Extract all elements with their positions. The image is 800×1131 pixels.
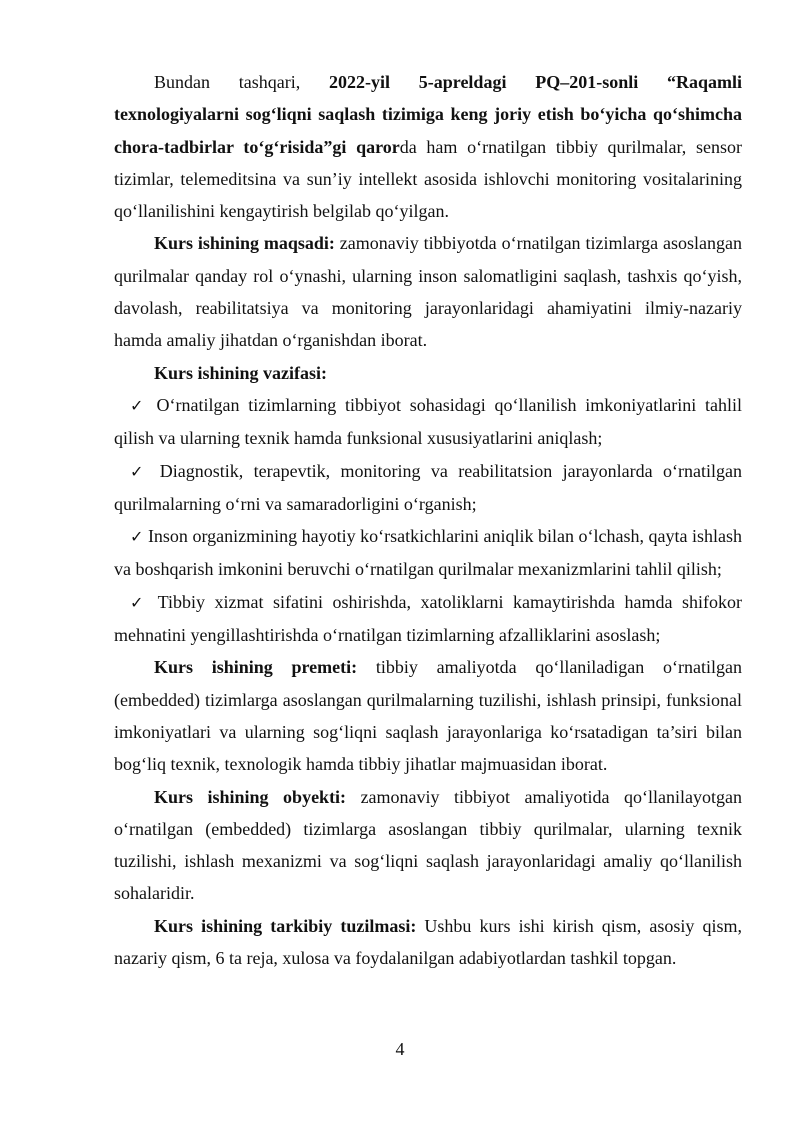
section-heading-tasks: Kurs ishining vazifasi: [154, 362, 328, 383]
paragraph-structure [114, 910, 742, 975]
task-item-text: Tibbiy xizmat sifatini oshirishda, xatoliklarni kamaytirishda hamda shifokor mehnatini yengillashtirishda o‘rnatilgan tizimlarning afzalliklarini asoslash; [114, 591, 742, 646]
paragraph-text: Ushbu kurs ishi kirish qism, asosiy qism, nazariy qism, 6 ta reja, xulosa va foydalanilgan adabiyotlardan tashkil topgan. [114, 915, 742, 969]
document-page [114, 66, 742, 974]
page-number: 4 [395, 1039, 405, 1059]
task-item [114, 455, 742, 521]
paragraph-text: da ham o‘rnatilgan tibbiy qurilmalar, sensor tizimlar, telemeditsina va sun’iy intellekt asosida ishlovchi monitoring vositalarining qo‘llanilishini kengaytirish belgilab qo‘yilgan. [114, 136, 742, 222]
checkmark-icon: ✓ [130, 592, 149, 612]
section-heading-object: Kurs ishining obyekti: [154, 786, 347, 807]
checkmark-icon: ✓ [130, 395, 148, 415]
paragraph-goal [114, 227, 742, 356]
checkmark-icon: ✓ [130, 461, 150, 481]
task-item [114, 586, 742, 652]
paragraph-text: tibbiy amaliyotda qo‘llaniladigan o‘rnatilgan (embedded) tizimlarga asoslangan qurilmalarning tuzilishi, ishlash prinsipi, funksional imkoniyatlari va ularning sog‘liqni saqlash jarayonlariga ko‘rsatadigan ta’siri bilan bog‘liq texnik, texnologik hamda tibbiy jihatlar majmuasidan iborat. [114, 657, 742, 775]
paragraph-intro [114, 66, 742, 227]
checkmark-icon: ✓ [130, 527, 144, 547]
task-item-text: Diagnostik, terapevtik, monitoring va reabilitatsion jarayonlarda o‘rnatilgan qurilmalarning o‘rni va samaradorligini o‘rganish; [114, 460, 742, 514]
paragraph-tasks-heading [114, 357, 742, 389]
paragraph-text: zamonaviy tibbiyotda o‘rnatilgan tizimlarga asoslangan qurilmalar qanday rol o‘ynashi, ularning inson salomatligini saqlash, tashxis qo‘yish, davolash, reabilitatsiya va monitoring jarayonlaridagi ahamiyatini ilmiy-nazariy hamda amaliy jihatdan o‘rganishdan iborat. [114, 233, 742, 351]
section-heading-subject: Kurs ishining premeti: [154, 657, 358, 678]
task-item [114, 520, 742, 586]
task-item [114, 389, 742, 455]
task-item-text: Inson organizmining hayotiy ko‘rsatkichlarini aniqlik bilan o‘lchash, qayta ishlash va boshqarish imkonini beruvchi o‘rnatilgan qurilmalar mexanizmlarini tahlil qilish; [114, 526, 743, 580]
decree-title: 2022-yil 5-apreldagi PQ–201-sonli “Raqamli texnologiyalarni sog‘liqni saqlash tizimiga keng joriy etish bo‘yicha qo‘shimcha chora-tadbirlar to‘g‘risida”gi qaror [114, 72, 742, 157]
paragraph-text: zamonaviy tibbiyot amaliyotida qo‘llanilayotgan o‘rnatilgan (embedded) tizimlarga asoslangan tibbiy qurilmalar, ularning texnik tuzilishi, ishlash mexanizmi va sog‘liqni saqlash jarayonlaridagi amaliy qo‘llanilish sohalaridir. [114, 786, 742, 904]
paragraph-object [114, 781, 742, 910]
paragraph-text: Bundan tashqari, [154, 72, 330, 92]
paragraph-subject [114, 651, 742, 780]
task-item-text: O‘rnatilgan tizimlarning tibbiyot sohasidagi qo‘llanilish imkoniyatlarini tahlil qilish va ularning texnik hamda funksional xususiyatlarini aniqlash; [114, 394, 743, 449]
section-heading-goal: Kurs ishining maqsadi: [154, 233, 335, 254]
section-heading-structure: Kurs ishining tarkibiy tuzilmasi: [154, 915, 417, 936]
